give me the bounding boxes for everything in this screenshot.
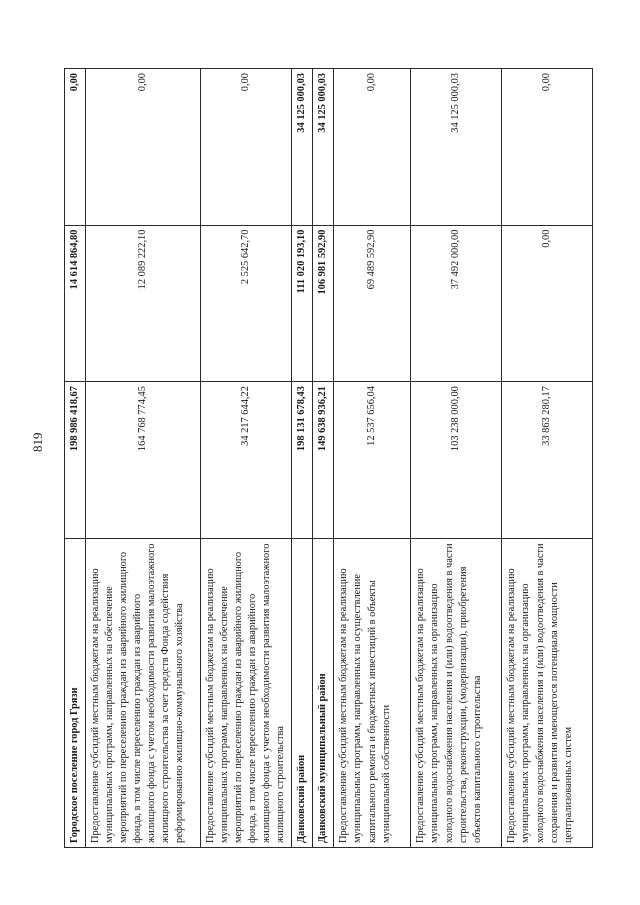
rotated-page bbox=[64, 68, 588, 848]
row-name: Предоставление субсидий местным бюджетам на реализацию муниципальных программ, направленных на осуществление капитального ремонта и бюджетных инвестиций в объекты муниципальной собственности bbox=[334, 538, 411, 847]
table-row-dankov-district bbox=[292, 69, 313, 848]
row-value-3: 34 125 000,03 bbox=[313, 69, 334, 226]
row-value-3: 0,00 bbox=[65, 69, 86, 226]
row-name: Данковский район bbox=[292, 538, 313, 847]
row-name: Предоставление субсидий местным бюджетам на реализацию муниципальных программ, направленных на обеспечение мероприятий по переселению граждан из аварийного жилищного фонда, в том числе переселению граждан из аварийного жилищного фонда с учетом необходимости развития малоэтажного жилищного строительства за счет средств Фонда содействия реформированию жилищно-коммунального хозяйства bbox=[86, 538, 201, 847]
row-value-2: 106 981 592,90 bbox=[313, 225, 334, 382]
page-number: 819 bbox=[30, 432, 45, 452]
row-value-1: 12 537 656,04 bbox=[334, 382, 411, 539]
row-value-3: 0,00 bbox=[201, 69, 292, 226]
row-value-2: 111 020 193,10 bbox=[292, 225, 313, 382]
row-value-3: 0,00 bbox=[86, 69, 201, 226]
table-row bbox=[201, 69, 292, 848]
table-row-grazi-settlement bbox=[65, 69, 86, 848]
row-value-2: 37 492 000,00 bbox=[411, 225, 502, 382]
row-value-3: 0,00 bbox=[502, 69, 593, 226]
row-value-1: 164 768 774,45 bbox=[86, 382, 201, 539]
row-value-3: 34 125 000,03 bbox=[292, 69, 313, 226]
row-name: Предоставление субсидий местным бюджетам на реализацию муниципальных программ, направленных на обеспечение мероприятий по переселению граждан из аварийного жилищного фонда, в том числе переселению граждан из аварийного жилищного фонда с учетом необходимости развития малоэтажного жилищного строительства bbox=[201, 538, 292, 847]
row-value-3: 34 125 000,03 bbox=[411, 69, 502, 226]
table-row bbox=[411, 69, 502, 848]
table-row bbox=[334, 69, 411, 848]
row-value-1: 103 238 000,00 bbox=[411, 382, 502, 539]
row-value-1: 34 217 644,22 bbox=[201, 382, 292, 539]
row-value-1: 149 638 936,21 bbox=[313, 382, 334, 539]
row-value-3: 0,00 bbox=[334, 69, 411, 226]
table-row-dankov-municipal bbox=[313, 69, 334, 848]
row-value-1: 198 131 678,43 bbox=[292, 382, 313, 539]
row-value-2: 2 525 642,70 bbox=[201, 225, 292, 382]
row-value-2: 12 089 222,10 bbox=[86, 225, 201, 382]
table-row bbox=[86, 69, 201, 848]
subsidy-table bbox=[64, 68, 593, 848]
row-value-2: 69 489 592,90 bbox=[334, 225, 411, 382]
row-name: Данковский муниципальный район bbox=[313, 538, 334, 847]
row-name: Предоставление субсидий местным бюджетам на реализацию муниципальных программ, направленных на организацию холодного водоснабжения населения и (или) водоотведения в части строительства, реконструкции, (модернизации), приобретения объектов капитального строительства bbox=[411, 538, 502, 847]
row-value-2: 0,00 bbox=[502, 225, 593, 382]
row-value-1: 198 986 418,67 bbox=[65, 382, 86, 539]
table-row bbox=[502, 69, 593, 848]
row-name: Предоставление субсидий местным бюджетам на реализацию муниципальных программ, направленных на организацию холодного водоснабжения населения и (или) водоотведения в части сохранения и развития имеющегося потенциала мощности централизованных систем bbox=[502, 538, 593, 847]
row-name: Городское поселение город Грязи bbox=[65, 538, 86, 847]
row-value-2: 14 614 864,80 bbox=[65, 225, 86, 382]
row-value-1: 33 863 280,17 bbox=[502, 382, 593, 539]
